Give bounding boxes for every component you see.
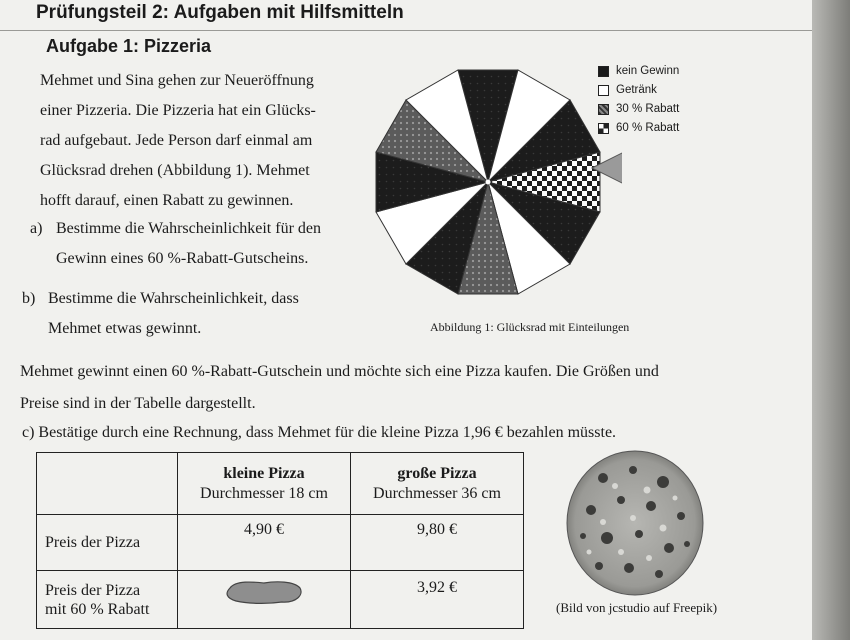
question-b-line: Bestimme die Wahrscheinlichkeit, dass (48, 290, 299, 307)
table-corner-cell (37, 453, 178, 515)
legend-item (598, 119, 679, 138)
large-pizza-diameter: Durchmesser 36 cm (373, 484, 501, 502)
question-b-letter: b) (22, 290, 36, 307)
paragraph-line: Mehmet gewinnt einen 60 %-Rabatt-Gutschein und möchte sich eine Pizza kaufen. Die Größen und (20, 363, 659, 380)
price-table (36, 452, 524, 629)
task-intro (40, 66, 340, 216)
row-label-line: mit 60 % Rabatt (45, 600, 150, 618)
row-label-line: Preis der Pizza (45, 581, 141, 599)
small-pizza-diameter: Durchmesser 18 cm (200, 484, 328, 502)
prize-wheel (362, 66, 622, 306)
question-a-line: Gewinn eines 60 %-Rabatt-Gutscheins. (56, 250, 309, 267)
legend-swatch-60-discount (598, 123, 609, 134)
intro-line: Mehmet und Sina gehen zur Neueröffnung (40, 72, 314, 89)
legend-swatch-drink (598, 85, 609, 96)
legend-swatch-no-win (598, 66, 609, 77)
task-title: Aufgabe 1: Pizzeria (46, 36, 212, 56)
intro-line: Glücksrad drehen (Abbildung 1). Mehmet (40, 162, 310, 179)
question-c: c) Bestätige durch eine Rechnung, dass Mehmet für die kleine Pizza 1,96 € bezahlen müsste. (22, 424, 617, 441)
price-large: 9,80 € (351, 515, 524, 571)
discount-price-small-covered (178, 571, 351, 629)
image-credit: (Bild von jcstudio auf Freepik) (556, 600, 718, 615)
figure-caption: Abbildung 1: Glücksrad mit Einteilungen (430, 320, 630, 334)
legend-item (598, 100, 679, 119)
large-pizza-title: große Pizza (397, 464, 477, 482)
intro-line: hofft darauf, einen Rabatt zu gewinnen. (40, 192, 294, 209)
price-small: 4,90 € (178, 515, 351, 571)
legend-label: kein Gewinn (616, 65, 680, 77)
redaction-blob (224, 579, 304, 605)
question-a-line: Bestimme die Wahrscheinlichkeit für den (56, 220, 322, 237)
intro-line: rad aufgebaut. Jede Person darf einmal am (40, 132, 313, 149)
legend-swatch-30-discount (598, 104, 609, 115)
discount-price-large: 3,92 € (351, 571, 524, 629)
row-label-discount-price (37, 571, 178, 629)
wheel-legend (598, 62, 679, 138)
task-paragraph-2 (20, 356, 720, 420)
legend-label: 30 % Rabatt (616, 103, 680, 115)
legend-item (598, 62, 679, 81)
page-edge-shadow (812, 0, 850, 640)
row-label-price: Preis der Pizza (37, 515, 178, 571)
page-header: Prüfungsteil 2: Aufgaben mit Hilfsmitteln (36, 2, 404, 23)
legend-label: Getränk (616, 84, 657, 96)
legend-label: 60 % Rabatt (616, 122, 680, 134)
question-a-letter: a) (30, 220, 43, 237)
legend-item (598, 81, 679, 100)
header-divider (0, 30, 812, 31)
wheel-center (486, 180, 491, 185)
question-b-line: Mehmet etwas gewinnt. (48, 320, 202, 337)
table-header-small (178, 453, 351, 515)
table-header-large (351, 453, 524, 515)
intro-line: einer Pizzeria. Die Pizzeria hat ein Glücks- (40, 102, 316, 119)
small-pizza-title: kleine Pizza (223, 464, 305, 482)
pizza-photo (563, 448, 707, 598)
paragraph-line: Preise sind in der Tabelle dargestellt. (20, 395, 256, 412)
